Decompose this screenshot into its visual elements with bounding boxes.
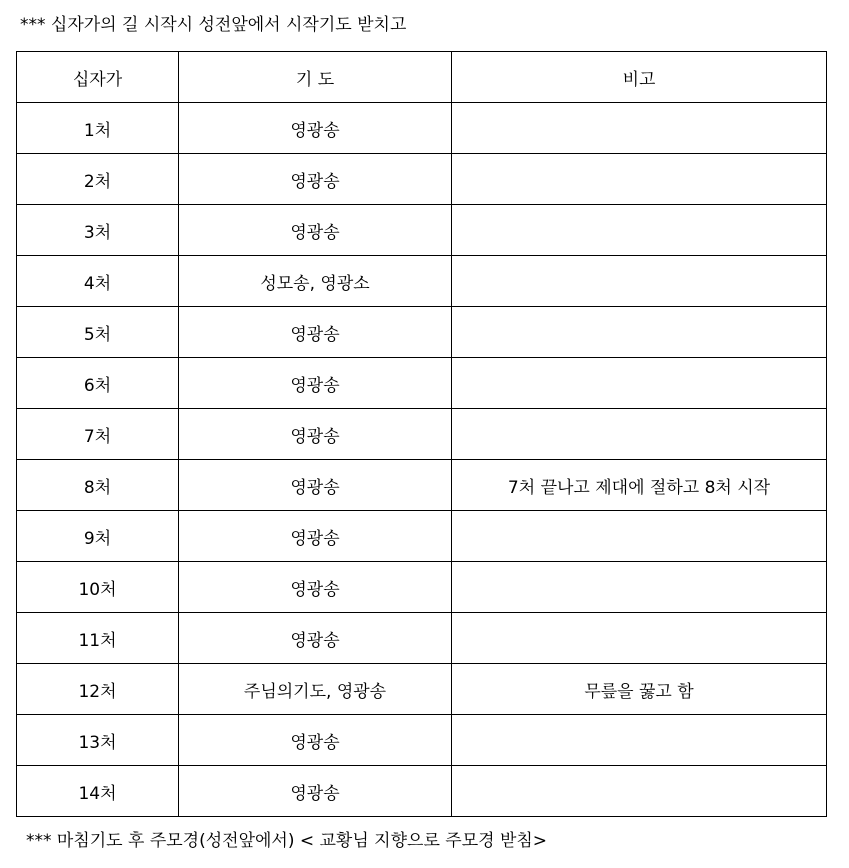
table-row [17, 562, 827, 613]
top-note: *** 십자가의 길 시작시 성전앞에서 시작기도 받치고 [20, 15, 407, 35]
prayer-cell: 영광송 [179, 154, 452, 205]
table-row [17, 409, 827, 460]
station-cell: 13처 [17, 715, 179, 766]
table-row [17, 256, 827, 307]
station-cell: 5처 [17, 307, 179, 358]
table-row [17, 358, 827, 409]
station-cell: 7처 [17, 409, 179, 460]
station-cell: 6처 [17, 358, 179, 409]
table-row [17, 103, 827, 154]
station-cell: 3처 [17, 205, 179, 256]
station-cell: 11처 [17, 613, 179, 664]
table-row [17, 766, 827, 817]
station-cell: 14처 [17, 766, 179, 817]
remark-cell: 7처 끝나고 제대에 절하고 8처 시작 [452, 460, 827, 511]
remark-cell [452, 766, 827, 817]
remark-cell [452, 103, 827, 154]
prayer-cell: 영광송 [179, 103, 452, 154]
station-cell: 9처 [17, 511, 179, 562]
prayer-cell: 영광송 [179, 307, 452, 358]
table-row [17, 715, 827, 766]
remark-cell [452, 205, 827, 256]
table-header-row [17, 52, 827, 103]
station-cell: 2처 [17, 154, 179, 205]
table-row [17, 307, 827, 358]
remark-cell [452, 562, 827, 613]
remark-cell [452, 613, 827, 664]
table-row [17, 511, 827, 562]
remark-cell [452, 358, 827, 409]
prayer-cell: 영광송 [179, 715, 452, 766]
stations-table [16, 51, 827, 817]
table-row [17, 205, 827, 256]
prayer-cell: 영광송 [179, 562, 452, 613]
header-station: 십자가 [17, 52, 179, 103]
bottom-note: *** 마침기도 후 주모경(성전앞에서) < 교황님 지향으로 주모경 받침> [26, 831, 548, 851]
station-cell: 1처 [17, 103, 179, 154]
prayer-cell: 영광송 [179, 358, 452, 409]
station-cell: 10처 [17, 562, 179, 613]
header-prayer: 기 도 [179, 52, 452, 103]
remark-cell [452, 154, 827, 205]
station-cell: 8처 [17, 460, 179, 511]
remark-cell [452, 409, 827, 460]
remark-cell [452, 307, 827, 358]
prayer-cell: 영광송 [179, 613, 452, 664]
table-row [17, 613, 827, 664]
remark-cell [452, 715, 827, 766]
station-cell: 12처 [17, 664, 179, 715]
remark-cell [452, 511, 827, 562]
station-cell: 4처 [17, 256, 179, 307]
table-row [17, 154, 827, 205]
header-remark: 비고 [452, 52, 827, 103]
table-row [17, 460, 827, 511]
prayer-cell: 영광송 [179, 460, 452, 511]
prayer-cell: 주님의기도, 영광송 [179, 664, 452, 715]
prayer-cell: 영광송 [179, 205, 452, 256]
prayer-cell: 영광송 [179, 766, 452, 817]
prayer-cell: 성모송, 영광소 [179, 256, 452, 307]
table-row [17, 664, 827, 715]
prayer-cell: 영광송 [179, 511, 452, 562]
remark-cell: 무릎을 꿇고 함 [452, 664, 827, 715]
prayer-cell: 영광송 [179, 409, 452, 460]
remark-cell [452, 256, 827, 307]
